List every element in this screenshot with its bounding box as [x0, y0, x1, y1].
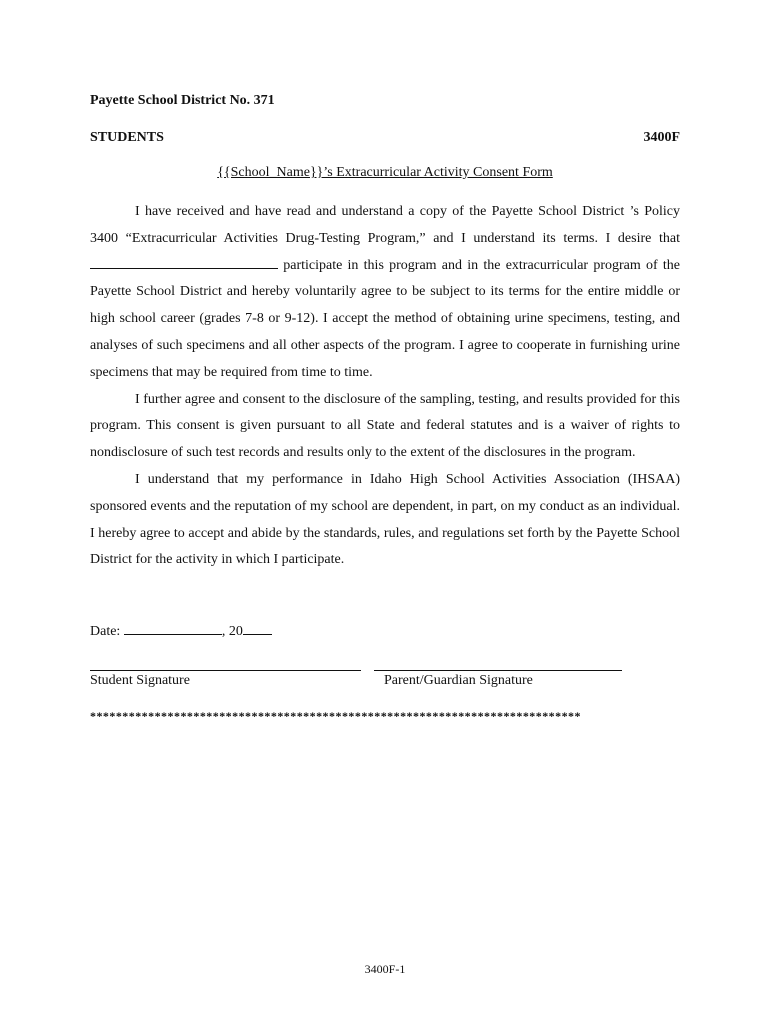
paragraph-3: I understand that my performance in Idaho High School Activities Association (IHSAA) sponsored events and the reputation of my school are dependent, in part, on my conduct as an individual. I hereby agree to accept and abide by the standards, rules, and regulations set forth by the Payette School District for the activity in which I participate.	[90, 471, 680, 568]
parent-signature-label: Parent/Guardian Signature	[384, 673, 533, 688]
section-heading: STUDENTS	[90, 130, 164, 145]
student-name-blank[interactable]	[90, 254, 278, 269]
form-title	[0, 165, 770, 181]
paragraph-1	[90, 199, 680, 387]
district-heading: Payette School District No. 371	[90, 93, 275, 108]
paragraph-1-part-b: participate in this program and in the extracurricular program of the Payette School District and hereby voluntarily agree to be subject to its terms for the entire middle or high school career (grades 7-8 or 9-12). I accept the method of obtaining urine specimens, testing, and analyses of such specimens and all other aspects of the program. I agree to cooperate in furnishing urine specimens that may be required from time to time.	[90, 257, 680, 380]
form-title-text: {{School_Name}}’s Extracurricular Activity Consent Form	[217, 165, 553, 180]
date-blank[interactable]	[124, 620, 222, 635]
paragraph-1-part-a: I have received and have read and understand a copy of the Payette School District ’s Policy 3400 “Extracurricular Activities Drug-Testing Program,” and I understand its terms. I desire that	[90, 204, 680, 246]
policy-code: 3400F	[643, 130, 680, 145]
date-label: Date:	[90, 624, 121, 639]
date-line	[90, 620, 272, 640]
asterisk-divider: ****************************************************************************	[90, 709, 581, 723]
paragraph-2: I further agree and consent to the disclosure of the sampling, testing, and results provided for this program. This consent is given pursuant to all State and federal statutes and is a waiver of rights to nondisclosure of such test records and results only to the extent of the disclosures in the program.	[90, 391, 680, 461]
page-number: 3400F-1	[364, 962, 406, 976]
form-body	[90, 199, 680, 574]
parent-signature-line[interactable]	[374, 670, 622, 671]
year-blank[interactable]	[243, 620, 272, 635]
student-signature-line[interactable]	[90, 670, 361, 671]
date-separator: , 20	[221, 624, 243, 639]
student-signature-label: Student Signature	[90, 673, 190, 688]
